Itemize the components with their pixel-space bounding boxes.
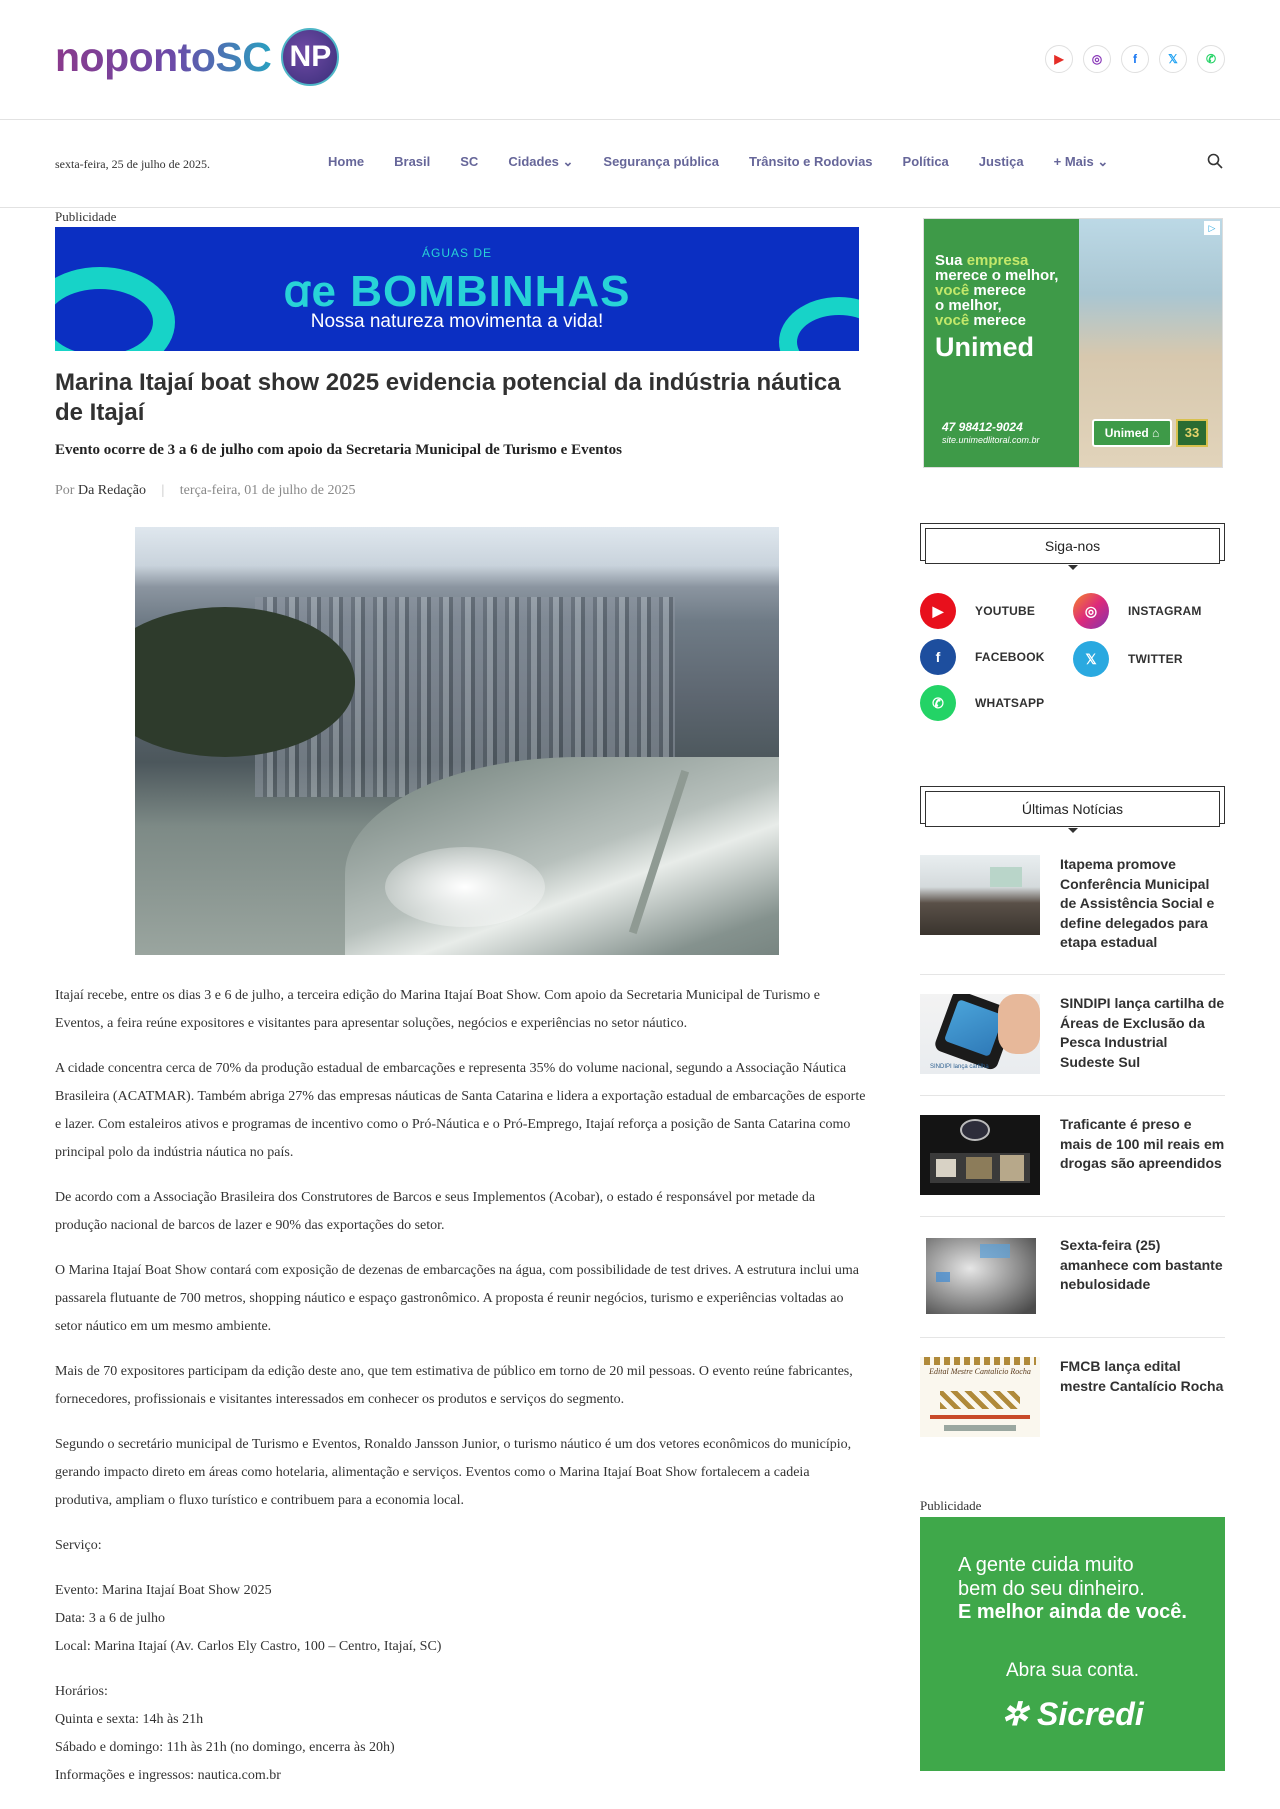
logo-text: nopontoSC (55, 33, 272, 80)
article-byline (55, 483, 356, 499)
news-widget-title: Últimas Notícias (925, 791, 1220, 827)
unimed-brand: Unimed (935, 332, 1035, 362)
news-item[interactable] (920, 855, 1225, 955)
sicredi-logo: ✲ Sicredi (1001, 1696, 1144, 1732)
sicredi-line-bold: E melhor ainda de você. (958, 1601, 1187, 1623)
divider (920, 1216, 1225, 1217)
banner-subtitle: ÁGUAS DE (421, 246, 492, 260)
nav-item-home[interactable]: Home (328, 154, 365, 169)
byline-separator: | (161, 483, 165, 498)
whatsapp-icon: ✆ (920, 685, 956, 721)
paragraph: Mais de 70 expositores participam da edição deste ano, que tem estimativa de público em torno de 20 mil pessoas. O evento reúne fabricantes, fornecedores, profissionais e visitantes interessados em conhecer os produtos e serviços do segmento. (55, 1364, 853, 1407)
hours-line[interactable]: Informações e ingressos: nautica.com.br (55, 1768, 281, 1783)
nav-item-justica[interactable]: Justiça (978, 154, 1024, 169)
article-subtitle: Evento ocorre de 3 a 6 de julho com apoio da Secretaria Municipal de Turismo e Eventos (55, 442, 622, 458)
sicredi-line: A gente cuida muito bem do seu dinheiro. (958, 1554, 1145, 1600)
service-line: Local: Marina Itajaí (Av. Carlos Ely Castro, 100 – Centro, Itajaí, SC) (55, 1639, 442, 1654)
ad-banner-bombinhas[interactable] (55, 227, 859, 351)
whatsapp-icon[interactable]: ✆ (1197, 45, 1225, 73)
nav-item-seguranca[interactable]: Segurança pública (603, 154, 719, 169)
news-title[interactable]: Sexta-feira (25) amanhece com bastante nebulosidade (1060, 1237, 1223, 1292)
news-title[interactable]: Itapema promove Conferência Municipal de Assistência Social e define delegados para etapa estadual (1060, 856, 1215, 950)
article-title: Marina Itajaí boat show 2025 evidencia potencial da indústria náutica de Itajaí (55, 369, 841, 426)
search-icon[interactable] (1207, 153, 1223, 169)
nav-item-brasil[interactable]: Brasil (394, 154, 431, 169)
hours-line: Quinta e sexta: 14h às 21h (55, 1712, 204, 1727)
ad-unimed[interactable] (923, 218, 1223, 468)
facebook-icon: f (920, 639, 956, 675)
twitter-icon[interactable]: 𝕏 (1159, 45, 1187, 73)
main-navigation (0, 121, 1280, 208)
news-item[interactable] (920, 1115, 1225, 1195)
news-title[interactable]: SINDIPI lança cartilha de Áreas de Exclusão da Pesca Industrial Sudeste Sul (1060, 995, 1225, 1070)
paragraph: Itajaí recebe, entre os dias 3 e 6 de julho, a terceira edição do Marina Itajaí Boat Show. Com apoio da Secretaria Municipal de Turismo e Eventos, a feira reúne expositores e visitantes para apresentar soluções, negócios e experiências no setor náutico. (55, 988, 820, 1031)
hours-line: Sábado e domingo: 11h às 21h (no domingo, encerra às 20h) (55, 1740, 395, 1755)
banner-tagline: Nossa natureza movimenta a vida! (310, 311, 604, 332)
nav-item-sc[interactable]: SC (460, 154, 479, 169)
follow-widget-header (920, 523, 1225, 561)
follow-widget-title: Siga-nos (925, 528, 1220, 564)
divider (920, 974, 1225, 975)
divider (920, 1337, 1225, 1338)
follow-label: YOUTUBE (975, 604, 1036, 618)
current-date: sexta-feira, 25 de julho de 2025. (55, 157, 210, 171)
news-thumbnail[interactable] (920, 855, 1040, 935)
follow-label: INSTAGRAM (1128, 604, 1202, 618)
paragraph: De acordo com a Associação Brasileira dos Construtores de Barcos e seus Implementos (Acobar), o estado é responsável por metade da produção nacional de barcos de lazer e 90% das exportações do setor. (55, 1190, 816, 1233)
news-widget-header (920, 786, 1225, 824)
follow-twitter[interactable] (1073, 641, 1183, 677)
caret-down-icon (1068, 565, 1078, 570)
ad-sicredi[interactable] (920, 1517, 1225, 1771)
news-thumbnail[interactable] (920, 1236, 1040, 1316)
adchoices-icon[interactable]: ▷ (1204, 221, 1220, 235)
header-social-links (1045, 45, 1225, 73)
unimed-headline: Sua empresa merece o melhor, você merece o melhor, você merece (935, 252, 1059, 329)
news-title[interactable]: FMCB lança edital mestre Cantalício Rocha (1060, 1358, 1224, 1394)
service-line: Evento: Marina Itajaí Boat Show 2025 (55, 1583, 272, 1598)
byline-prefix: Por (55, 483, 75, 498)
follow-youtube[interactable] (920, 593, 1035, 629)
service-line: Data: 3 a 6 de julho (55, 1611, 166, 1626)
instagram-icon: ◎ (1073, 593, 1109, 629)
ad-label: Publicidade (55, 209, 117, 224)
sun-glare (385, 847, 545, 927)
hours-line: Horários: (55, 1684, 108, 1699)
twitter-icon: 𝕏 (1073, 641, 1109, 677)
follow-label: WHATSAPP (975, 696, 1045, 710)
ad-label: Publicidade (920, 1498, 982, 1513)
article-body (55, 982, 867, 1790)
youtube-icon: ▶ (920, 593, 956, 629)
paragraph: Segundo o secretário municipal de Turismo e Eventos, Ronaldo Jansson Junior, o turismo náutico é um dos vetores econômicos do município, gerando impacto direto em áreas como hotelaria, alimentação e serviços. Eventos como o Marina Itajaí Boat Show fortalecem a cadeia produtiva, ampliam o fluxo turístico e contribuem para a economia local. (55, 1437, 852, 1508)
nav-item-mais[interactable]: + Mais ⌄ (1053, 154, 1109, 169)
follow-facebook[interactable] (920, 639, 1045, 675)
news-item[interactable] (920, 994, 1225, 1094)
paragraph: Serviço: (55, 1538, 102, 1553)
follow-label: TWITTER (1128, 652, 1183, 666)
article-photo (135, 527, 779, 955)
unimed-phone: 47 98412-9024 (942, 420, 1023, 434)
news-thumbnail[interactable]: Edital Mestre Cantalício Rocha (920, 1357, 1040, 1437)
news-item[interactable] (920, 1357, 1225, 1437)
nav-item-cidades[interactable]: Cidades ⌄ (508, 154, 574, 169)
news-title[interactable]: Traficante é preso e mais de 100 mil reais em drogas são apreendidos (1060, 1116, 1225, 1171)
banner-title: ꭤe BOMBINHAS (283, 267, 631, 316)
site-header (0, 0, 1280, 120)
unimed-site: site.unimedlitoral.com.br (942, 435, 1040, 445)
paragraph: O Marina Itajaí Boat Show contará com exposição de dezenas de embarcações na água, com possibilidade de test drives. A estrutura inclui uma passarela flutuante de 700 metros, shopping náutico e espaço gastronômico. A proposta é reunir negócios, turismo e experiências voltadas ao setor náutico em um mesmo ambiente. (55, 1263, 859, 1334)
follow-label: FACEBOOK (975, 650, 1045, 664)
paragraph: A cidade concentra cerca de 70% da produção estadual de embarcações e representa 35% do volume nacional, segundo a Associação Náutica Brasileira (ACATMAR). Também abriga 27% das empresas náuticas de Santa Catarina e lidera a exportação estadual de embarcações de esporte e lazer. Com estaleiros ativos e programas de incentivo como o Pró-Náutica e o Pró-Emprego, Itajaí reforça a posição de Santa Catarina como principal polo da indústria náutica no país. (55, 1061, 866, 1160)
anniversary-badge: 33 (1176, 419, 1208, 447)
sicredi-cta: Abra sua conta. (1005, 1660, 1140, 1681)
site-logo[interactable] (55, 28, 339, 86)
author-link[interactable]: Da Redação (77, 483, 146, 498)
divider (920, 1095, 1225, 1096)
instagram-icon[interactable]: ◎ (1083, 45, 1111, 73)
facebook-icon[interactable]: f (1121, 45, 1149, 73)
news-item[interactable] (920, 1236, 1225, 1316)
logo-badge-icon: NP (281, 28, 339, 86)
news-thumbnail[interactable] (920, 1115, 1040, 1195)
article-date: terça-feira, 01 de julho de 2025 (179, 483, 356, 498)
follow-whatsapp[interactable] (920, 685, 1044, 721)
news-thumbnail[interactable]: SINDIPI lança cartilha (920, 994, 1040, 1074)
follow-instagram[interactable] (1073, 593, 1202, 629)
nav-item-transito[interactable]: Trânsito e Rodovias (749, 154, 873, 169)
nav-menu (328, 154, 1138, 170)
nav-item-politica[interactable]: Política (902, 154, 949, 169)
unimed-logo-badge: Unimed ⌂ (1092, 419, 1172, 447)
youtube-icon[interactable]: ▶ (1045, 45, 1073, 73)
caret-down-icon (1068, 828, 1078, 833)
